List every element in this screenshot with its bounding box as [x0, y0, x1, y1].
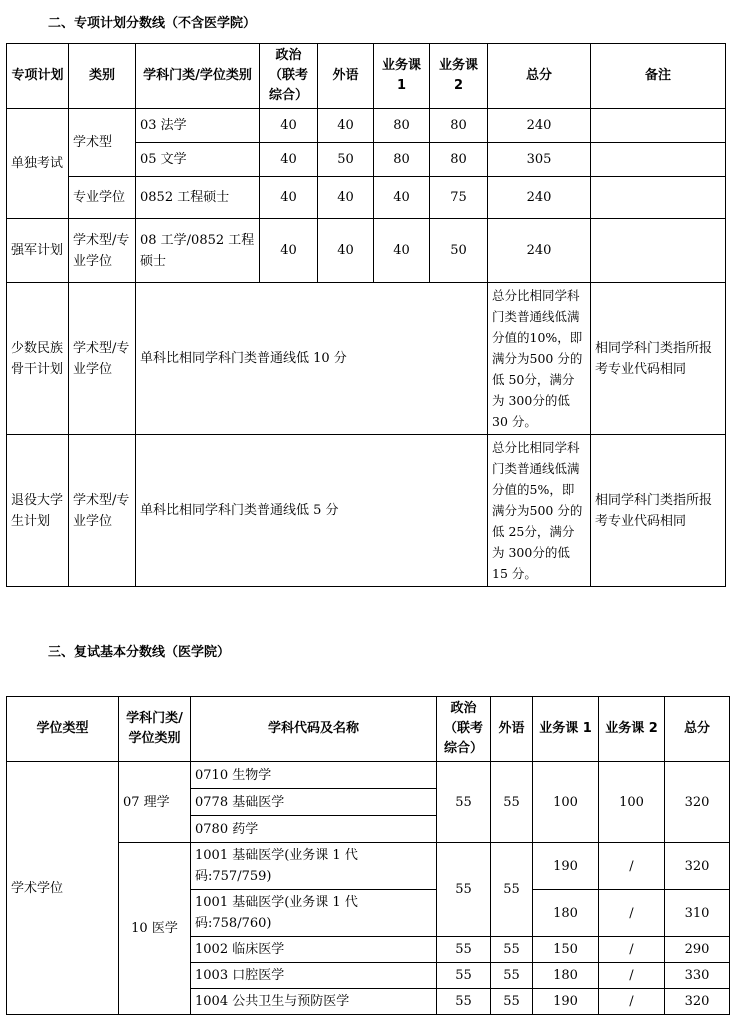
total-rule: 总分比相同学科门类普通线低满分值的5%，即满分为500 分的低 25分，满分为 300分的低 15 分。	[488, 435, 591, 587]
total-cell: 240	[488, 219, 591, 283]
code-name-cell: 1004 公共卫生与预防医学	[191, 989, 437, 1015]
course2-cell: /	[599, 937, 665, 963]
header-total: 总分	[665, 697, 730, 762]
table-row	[7, 177, 726, 219]
foreign-cell: 40	[318, 177, 374, 219]
course1-cell: 180	[533, 963, 599, 989]
course2-cell: /	[599, 963, 665, 989]
code-name-cell: 1002 临床医学	[191, 937, 437, 963]
course1-cell: 40	[374, 219, 430, 283]
remark-cell	[591, 219, 726, 283]
foreign-cell: 55	[491, 762, 533, 843]
code-name-cell: 1003 口腔医学	[191, 963, 437, 989]
politics-cell: 40	[260, 177, 318, 219]
field-cell: 07 理学	[119, 762, 191, 843]
table-row	[7, 219, 726, 283]
code-name-cell: 0778 基础医学	[191, 789, 437, 816]
remark-cell	[591, 177, 726, 219]
table-row	[7, 435, 726, 587]
subject-cell: 0852 工程硕士	[136, 177, 260, 219]
plan-label: 强军计划	[7, 219, 69, 283]
header-course1: 业务课 1	[374, 44, 430, 109]
course2-cell: /	[599, 989, 665, 1015]
header-politics: 政治（联考综合）	[437, 697, 491, 762]
plan-label: 单独考试	[7, 109, 69, 219]
course1-cell: 190	[533, 843, 599, 890]
table-row	[7, 283, 726, 435]
politics-cell: 55	[437, 963, 491, 989]
header-subject: 学科门类/学位类别	[136, 44, 260, 109]
politics-cell: 55	[437, 937, 491, 963]
table-row	[7, 762, 730, 789]
total-cell: 320	[665, 843, 730, 890]
total-cell: 320	[665, 989, 730, 1015]
special-plan-table	[6, 43, 726, 587]
total-cell: 310	[665, 890, 730, 937]
total-cell: 290	[665, 937, 730, 963]
header-course2: 业务课 2	[430, 44, 488, 109]
category-label: 专业学位	[69, 177, 136, 219]
total-rule: 总分比相同学科门类普通线低满分值的10%，即满分为500 分的低 50分，满分为 300分的低 30 分。	[488, 283, 591, 435]
header-field: 学科门类/学位类别	[119, 697, 191, 762]
politics-cell: 55	[437, 843, 491, 937]
degree-type-cell: 学术学位	[7, 762, 119, 1015]
header-plan: 专项计划	[7, 44, 69, 109]
course2-cell: 80	[430, 109, 488, 143]
politics-cell: 55	[437, 762, 491, 843]
code-name-cell: 0710 生物学	[191, 762, 437, 789]
code-name-cell: 1001 基础医学(业务课 1 代码:758/760)	[191, 890, 437, 937]
foreign-cell: 55	[491, 963, 533, 989]
course1-cell: 190	[533, 989, 599, 1015]
remark-cell: 相同学科门类指所报考专业代码相同	[591, 283, 726, 435]
header-foreign: 外语	[491, 697, 533, 762]
politics-cell: 40	[260, 219, 318, 283]
course1-cell: 100	[533, 762, 599, 843]
politics-cell: 40	[260, 143, 318, 177]
subject-cell: 05 文学	[136, 143, 260, 177]
header-total: 总分	[488, 44, 591, 109]
foreign-cell: 55	[491, 843, 533, 937]
course1-cell: 150	[533, 937, 599, 963]
course2-cell: 75	[430, 177, 488, 219]
subject-cell: 03 法学	[136, 109, 260, 143]
header-foreign: 外语	[318, 44, 374, 109]
foreign-cell: 40	[318, 219, 374, 283]
course1-cell: 80	[374, 109, 430, 143]
total-cell: 305	[488, 143, 591, 177]
total-cell: 330	[665, 963, 730, 989]
header-remark: 备注	[591, 44, 726, 109]
category-label: 学术型	[69, 109, 136, 177]
total-cell: 240	[488, 177, 591, 219]
category-label: 学术型/专业学位	[69, 283, 136, 435]
field-cell: 10 医学	[119, 843, 191, 1015]
course1-cell: 40	[374, 177, 430, 219]
header-politics: 政治（联考综合）	[260, 44, 318, 109]
politics-cell: 40	[260, 109, 318, 143]
foreign-cell: 55	[491, 989, 533, 1015]
course2-cell: 100	[599, 762, 665, 843]
plan-label: 少数民族骨干计划	[7, 283, 69, 435]
single-subject-rule: 单科比相同学科门类普通线低 5 分	[136, 435, 488, 587]
politics-cell: 55	[437, 989, 491, 1015]
course1-cell: 80	[374, 143, 430, 177]
course2-cell: 50	[430, 219, 488, 283]
table-row	[7, 109, 726, 143]
section2-heading: 二、专项计划分数线（不含医学院）	[48, 16, 257, 31]
foreign-cell: 55	[491, 937, 533, 963]
medical-school-table	[6, 696, 730, 1015]
section3-heading: 三、复试基本分数线（医学院）	[48, 645, 231, 660]
total-cell: 240	[488, 109, 591, 143]
course2-cell: 80	[430, 143, 488, 177]
course2-cell: /	[599, 890, 665, 937]
code-name-cell: 0780 药学	[191, 816, 437, 843]
category-label: 学术型/专业学位	[69, 435, 136, 587]
subject-cell: 08 工学/0852 工程硕士	[136, 219, 260, 283]
foreign-cell: 50	[318, 143, 374, 177]
remark-cell	[591, 143, 726, 177]
course1-cell: 180	[533, 890, 599, 937]
single-subject-rule: 单科比相同学科门类普通线低 10 分	[136, 283, 488, 435]
foreign-cell: 40	[318, 109, 374, 143]
total-cell: 320	[665, 762, 730, 843]
plan-label: 退役大学生计划	[7, 435, 69, 587]
header-category: 类别	[69, 44, 136, 109]
header-course2: 业务课 2	[599, 697, 665, 762]
course2-cell: /	[599, 843, 665, 890]
category-label: 学术型/专业学位	[69, 219, 136, 283]
header-degree-type: 学位类型	[7, 697, 119, 762]
header-course1: 业务课 1	[533, 697, 599, 762]
remark-cell	[591, 109, 726, 143]
remark-cell: 相同学科门类指所报考专业代码相同	[591, 435, 726, 587]
header-code-name: 学科代码及名称	[191, 697, 437, 762]
code-name-cell: 1001 基础医学(业务课 1 代码:757/759)	[191, 843, 437, 890]
